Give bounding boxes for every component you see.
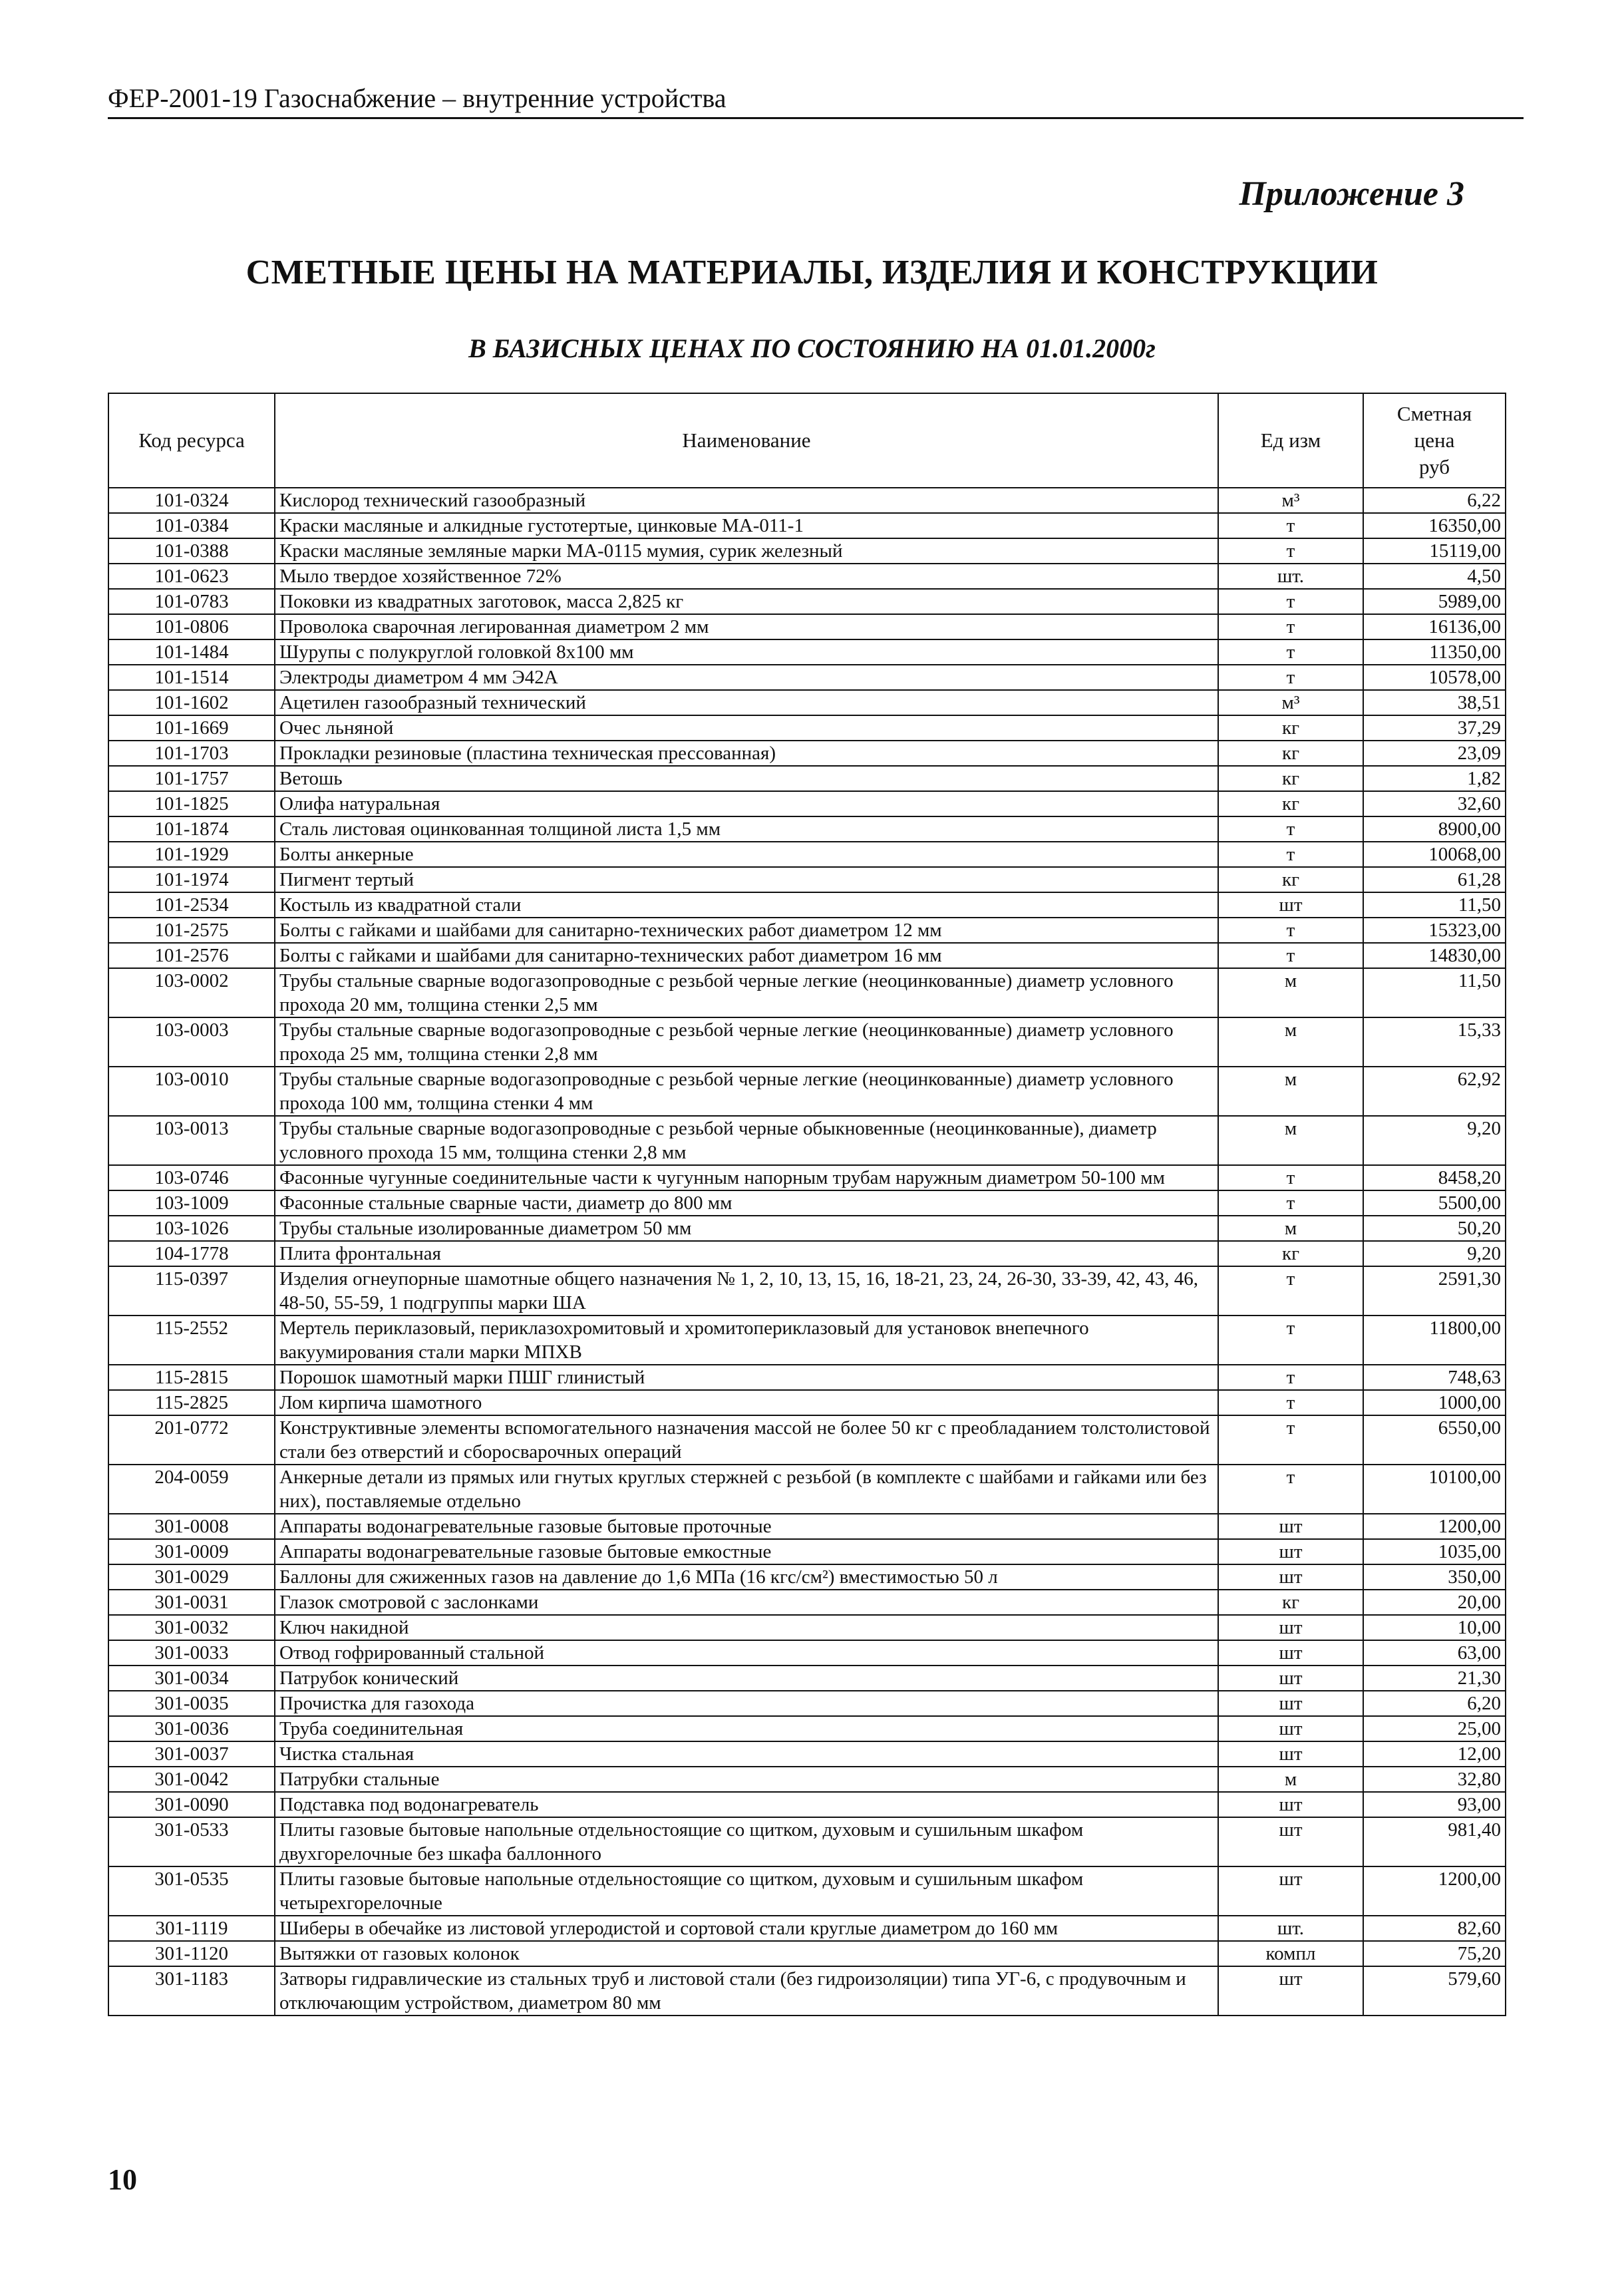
- cell-code: 103-1026: [108, 1216, 275, 1241]
- table-row: [108, 766, 1506, 791]
- cell-unit: т: [1218, 1365, 1363, 1390]
- cell-price: 16136,00: [1363, 614, 1506, 639]
- cell-name: Краски масляные и алкидные густотертые, цинковые МА-011-1: [275, 513, 1218, 538]
- cell-price: 61,28: [1363, 867, 1506, 892]
- cell-name: Трубы стальные сварные водогазопроводные с резьбой черные легкие (неоцинкованные) диаметр условного прохода 20 мм, толщина стенки 2,5 мм: [275, 968, 1218, 1017]
- cell-price: 5500,00: [1363, 1190, 1506, 1216]
- table-row: [108, 1817, 1506, 1866]
- table-row: [108, 1365, 1506, 1390]
- cell-unit: шт: [1218, 1716, 1363, 1741]
- cell-price: 579,60: [1363, 1966, 1506, 2016]
- cell-unit: кг: [1218, 867, 1363, 892]
- cell-unit: шт: [1218, 1966, 1363, 2016]
- table-row: [108, 1640, 1506, 1666]
- cell-name: Порошок шамотный марки ПШГ глинистый: [275, 1365, 1218, 1390]
- table-row: [108, 1465, 1506, 1514]
- cell-code: 301-0035: [108, 1691, 275, 1716]
- cell-code: 101-1929: [108, 842, 275, 867]
- table-row: [108, 488, 1506, 513]
- cell-name: Болты анкерные: [275, 842, 1218, 867]
- cell-price: 75,20: [1363, 1941, 1506, 1966]
- cell-name: Глазок смотровой с заслонками: [275, 1590, 1218, 1615]
- cell-name: Конструктивные элементы вспомогательного назначения массой не более 50 кг с преобладанием толстолистовой стали без отверстий и сборосварочных операций: [275, 1415, 1218, 1465]
- cell-unit: т: [1218, 1390, 1363, 1415]
- cell-name: Мыло твердое хозяйственное 72%: [275, 564, 1218, 589]
- cell-price: 11,50: [1363, 968, 1506, 1017]
- cell-name: Лом кирпича шамотного: [275, 1390, 1218, 1415]
- cell-unit: компл: [1218, 1941, 1363, 1966]
- cell-name: Подставка под водонагреватель: [275, 1792, 1218, 1817]
- cell-unit: т: [1218, 513, 1363, 538]
- page-number: 10: [108, 2163, 137, 2196]
- cell-unit: шт: [1218, 1539, 1363, 1564]
- cell-unit: кг: [1218, 715, 1363, 741]
- table-body: [108, 488, 1506, 2016]
- cell-name: Аппараты водонагревательные газовые бытовые емкостные: [275, 1539, 1218, 1564]
- table-row: [108, 1767, 1506, 1792]
- cell-name: Очес льняной: [275, 715, 1218, 741]
- cell-code: 101-0324: [108, 488, 275, 513]
- table-row: [108, 1165, 1506, 1190]
- cell-code: 301-0036: [108, 1716, 275, 1741]
- table-row: [108, 968, 1506, 1017]
- cell-code: 101-0623: [108, 564, 275, 589]
- cell-price: 93,00: [1363, 1792, 1506, 1817]
- table-row: [108, 943, 1506, 968]
- column-header-price-line1: Сметная: [1396, 402, 1472, 425]
- cell-code: 301-0034: [108, 1666, 275, 1691]
- cell-name: Затворы гидравлические из стальных труб и листовой стали (без гидроизоляции) типа УГ-6, с продувочным и отключающим устройством, диаметром 80 мм: [275, 1966, 1218, 2016]
- cell-unit: шт: [1218, 1564, 1363, 1590]
- cell-code: 101-0388: [108, 538, 275, 564]
- cell-price: 15119,00: [1363, 538, 1506, 564]
- cell-code: 103-1009: [108, 1190, 275, 1216]
- cell-name: Ветошь: [275, 766, 1218, 791]
- table-row: [108, 1741, 1506, 1767]
- cell-unit: м: [1218, 1067, 1363, 1116]
- page-title: СМЕТНЫЕ ЦЕНЫ НА МАТЕРИАЛЫ, ИЗДЕЛИЯ И КОНСТРУКЦИИ: [245, 254, 1379, 291]
- cell-price: 1035,00: [1363, 1539, 1506, 1564]
- table-row: [108, 690, 1506, 715]
- table-row: [108, 538, 1506, 564]
- cell-price: 14830,00: [1363, 943, 1506, 968]
- cell-name: Фасонные стальные сварные части, диаметр до 800 мм: [275, 1190, 1218, 1216]
- table-row: [108, 614, 1506, 639]
- cell-unit: шт: [1218, 1866, 1363, 1916]
- table-row: [108, 589, 1506, 614]
- cell-code: 115-2552: [108, 1316, 275, 1365]
- cell-code: 301-0009: [108, 1539, 275, 1564]
- table-row: [108, 1792, 1506, 1817]
- cell-name: Костыль из квадратной стали: [275, 892, 1218, 918]
- cell-unit: м: [1218, 1116, 1363, 1165]
- cell-price: 8900,00: [1363, 816, 1506, 842]
- cell-unit: м³: [1218, 690, 1363, 715]
- cell-unit: т: [1218, 1415, 1363, 1465]
- cell-price: 981,40: [1363, 1817, 1506, 1866]
- cell-unit: шт: [1218, 1691, 1363, 1716]
- cell-code: 301-1183: [108, 1966, 275, 2016]
- cell-price: 25,00: [1363, 1716, 1506, 1741]
- cell-name: Плита фронтальная: [275, 1241, 1218, 1266]
- table-row: [108, 1716, 1506, 1741]
- cell-unit: м³: [1218, 488, 1363, 513]
- table-row: [108, 867, 1506, 892]
- cell-name: Патрубок конический: [275, 1666, 1218, 1691]
- cell-code: 101-2575: [108, 918, 275, 943]
- cell-name: Плиты газовые бытовые напольные отдельностоящие со щитком, духовым и сушильным шкафом двухгорелочные без шкафа баллонного: [275, 1817, 1218, 1866]
- cell-unit: шт: [1218, 1741, 1363, 1767]
- cell-price: 2591,30: [1363, 1266, 1506, 1316]
- cell-unit: шт.: [1218, 1916, 1363, 1941]
- cell-name: Трубы стальные изолированные диаметром 50 мм: [275, 1216, 1218, 1241]
- cell-unit: кг: [1218, 1241, 1363, 1266]
- table-row: [108, 513, 1506, 538]
- cell-code: 104-1778: [108, 1241, 275, 1266]
- cell-unit: м: [1218, 1017, 1363, 1067]
- cell-name: Мертель периклазовый, периклазохромитовый и хромитопериклазовый для установок внепечного вакуумирования стали марки МПХВ: [275, 1316, 1218, 1365]
- cell-name: Олифа натуральная: [275, 791, 1218, 816]
- column-header-price-line3: руб: [1419, 455, 1450, 478]
- cell-price: 1200,00: [1363, 1514, 1506, 1539]
- cell-name: Сталь листовая оцинкованная толщиной листа 1,5 мм: [275, 816, 1218, 842]
- cell-unit: кг: [1218, 766, 1363, 791]
- cell-name: Трубы стальные сварные водогазопроводные с резьбой черные обыкновенные (неоцинкованные), диаметр условного прохода 15 мм, толщина стенки 2,8 мм: [275, 1116, 1218, 1165]
- cell-unit: т: [1218, 1465, 1363, 1514]
- cell-price: 11,50: [1363, 892, 1506, 918]
- cell-name: Электроды диаметром 4 мм Э42А: [275, 665, 1218, 690]
- cell-name: Плиты газовые бытовые напольные отдельностоящие со щитком, духовым и сушильным шкафом четырехгорелочные: [275, 1866, 1218, 1916]
- cell-name: Проволока сварочная легированная диаметром 2 мм: [275, 614, 1218, 639]
- cell-price: 6,22: [1363, 488, 1506, 513]
- cell-name: Трубы стальные сварные водогазопроводные с резьбой черные легкие (неоцинкованные) диаметр условного прохода 25 мм, толщина стенки 2,8 мм: [275, 1017, 1218, 1067]
- cell-code: 301-1120: [108, 1941, 275, 1966]
- cell-code: 101-1514: [108, 665, 275, 690]
- cell-code: 301-0042: [108, 1767, 275, 1792]
- cell-name: Анкерные детали из прямых или гнутых круглых стержней с резьбой (в комплекте с шайбами и гайками или без них), поставляемые отдельно: [275, 1465, 1218, 1514]
- cell-price: 8458,20: [1363, 1165, 1506, 1190]
- column-header-name: Наименование: [275, 393, 1218, 488]
- cell-price: 6,20: [1363, 1691, 1506, 1716]
- cell-unit: т: [1218, 589, 1363, 614]
- cell-name: Прочистка для газохода: [275, 1691, 1218, 1716]
- cell-unit: м: [1218, 968, 1363, 1017]
- cell-price: 10068,00: [1363, 842, 1506, 867]
- cell-price: 12,00: [1363, 1741, 1506, 1767]
- table-row: [108, 1539, 1506, 1564]
- table-row: [108, 741, 1506, 766]
- cell-unit: шт: [1218, 1640, 1363, 1666]
- cell-unit: кг: [1218, 1590, 1363, 1615]
- cell-unit: т: [1218, 538, 1363, 564]
- cell-price: 16350,00: [1363, 513, 1506, 538]
- cell-name: Патрубки стальные: [275, 1767, 1218, 1792]
- table-row: [108, 791, 1506, 816]
- cell-unit: т: [1218, 1165, 1363, 1190]
- cell-name: Трубы стальные сварные водогазопроводные с резьбой черные легкие (неоцинкованные) диаметр условного прохода 100 мм, толщина стенки 4 мм: [275, 1067, 1218, 1116]
- cell-code: 301-0008: [108, 1514, 275, 1539]
- cell-code: 101-2534: [108, 892, 275, 918]
- cell-name: Труба соединительная: [275, 1716, 1218, 1741]
- table-row: [108, 1916, 1506, 1941]
- cell-unit: шт: [1218, 1666, 1363, 1691]
- cell-code: 101-1974: [108, 867, 275, 892]
- cell-unit: кг: [1218, 741, 1363, 766]
- column-header-code: Код ресурса: [108, 393, 275, 488]
- table-row: [108, 1564, 1506, 1590]
- cell-price: 23,09: [1363, 741, 1506, 766]
- cell-unit: т: [1218, 918, 1363, 943]
- cell-code: 101-1874: [108, 816, 275, 842]
- cell-unit: шт: [1218, 892, 1363, 918]
- cell-unit: шт: [1218, 1817, 1363, 1866]
- table-row: [108, 1241, 1506, 1266]
- table-row: [108, 1866, 1506, 1916]
- cell-price: 1,82: [1363, 766, 1506, 791]
- cell-price: 748,63: [1363, 1365, 1506, 1390]
- table-row: [108, 715, 1506, 741]
- cell-price: 4,50: [1363, 564, 1506, 589]
- cell-name: Ключ накидной: [275, 1615, 1218, 1640]
- table-row: [108, 1017, 1506, 1067]
- cell-name: Шурупы с полукруглой головкой 8х100 мм: [275, 639, 1218, 665]
- cell-code: 103-0002: [108, 968, 275, 1017]
- cell-unit: т: [1218, 665, 1363, 690]
- cell-price: 9,20: [1363, 1241, 1506, 1266]
- cell-code: 101-1703: [108, 741, 275, 766]
- cell-unit: т: [1218, 1316, 1363, 1365]
- cell-code: 115-2825: [108, 1390, 275, 1415]
- table-row: [108, 1415, 1506, 1465]
- cell-code: 115-0397: [108, 1266, 275, 1316]
- cell-unit: шт: [1218, 1514, 1363, 1539]
- table-row: [108, 1390, 1506, 1415]
- table-row: [108, 665, 1506, 690]
- table-row: [108, 1666, 1506, 1691]
- cell-name: Шиберы в обечайке из листовой углеродистой и сортовой стали круглые диаметром до 160 мм: [275, 1916, 1218, 1941]
- cell-name: Поковки из квадратных заготовок, масса 2,825 кг: [275, 589, 1218, 614]
- cell-code: 101-0783: [108, 589, 275, 614]
- cell-price: 11800,00: [1363, 1316, 1506, 1365]
- table-row: [108, 1266, 1506, 1316]
- cell-name: Аппараты водонагревательные газовые бытовые проточные: [275, 1514, 1218, 1539]
- cell-code: 101-1757: [108, 766, 275, 791]
- cell-name: Изделия огнеупорные шамотные общего назначения № 1, 2, 10, 13, 15, 16, 18-21, 23, 24, 26-30, 33-39, 42, 43, 46, 48-50, 55-59, 1 подгруппы марки ША: [275, 1266, 1218, 1316]
- cell-name: Фасонные чугунные соединительные части к чугунным напорным трубам наружным диаметром 50-100 мм: [275, 1165, 1218, 1190]
- cell-unit: т: [1218, 639, 1363, 665]
- cell-price: 62,92: [1363, 1067, 1506, 1116]
- cell-code: 301-0535: [108, 1866, 275, 1916]
- cell-code: 301-0090: [108, 1792, 275, 1817]
- table-row: [108, 1691, 1506, 1716]
- table-row: [108, 1590, 1506, 1615]
- cell-price: 82,60: [1363, 1916, 1506, 1941]
- cell-code: 204-0059: [108, 1465, 275, 1514]
- cell-unit: шт: [1218, 1615, 1363, 1640]
- cell-price: 50,20: [1363, 1216, 1506, 1241]
- cell-code: 101-0384: [108, 513, 275, 538]
- price-table: [108, 393, 1506, 2016]
- cell-name: Пигмент тертый: [275, 867, 1218, 892]
- cell-code: 301-0032: [108, 1615, 275, 1640]
- cell-code: 301-0029: [108, 1564, 275, 1590]
- cell-name: Ацетилен газообразный технический: [275, 690, 1218, 715]
- cell-code: 101-1825: [108, 791, 275, 816]
- column-header-unit: Ед изм: [1218, 393, 1363, 488]
- page-subtitle: В БАЗИСНЫХ ЦЕНАХ ПО СОСТОЯНИЮ НА 01.01.2000г: [468, 333, 1156, 363]
- cell-code: 115-2815: [108, 1365, 275, 1390]
- cell-price: 32,80: [1363, 1767, 1506, 1792]
- cell-price: 5989,00: [1363, 589, 1506, 614]
- cell-name: Чистка стальная: [275, 1741, 1218, 1767]
- cell-price: 15,33: [1363, 1017, 1506, 1067]
- cell-price: 11350,00: [1363, 639, 1506, 665]
- cell-code: 101-2576: [108, 943, 275, 968]
- table-header-row: [108, 393, 1506, 488]
- cell-price: 20,00: [1363, 1590, 1506, 1615]
- cell-unit: т: [1218, 614, 1363, 639]
- cell-code: 103-0746: [108, 1165, 275, 1190]
- table-row: [108, 564, 1506, 589]
- cell-unit: т: [1218, 1190, 1363, 1216]
- cell-price: 38,51: [1363, 690, 1506, 715]
- table-row: [108, 1966, 1506, 2016]
- table-row: [108, 1116, 1506, 1165]
- cell-unit: шт: [1218, 1792, 1363, 1817]
- cell-code: 301-0533: [108, 1817, 275, 1866]
- cell-code: 103-0013: [108, 1116, 275, 1165]
- cell-unit: кг: [1218, 791, 1363, 816]
- table-row: [108, 1941, 1506, 1966]
- cell-code: 103-0010: [108, 1067, 275, 1116]
- appendix-label: Приложение 3: [1239, 175, 1464, 213]
- cell-unit: т: [1218, 842, 1363, 867]
- cell-price: 63,00: [1363, 1640, 1506, 1666]
- table-row: [108, 1067, 1506, 1116]
- cell-price: 37,29: [1363, 715, 1506, 741]
- cell-name: Краски масляные земляные марки МА-0115 мумия, сурик железный: [275, 538, 1218, 564]
- cell-unit: шт.: [1218, 564, 1363, 589]
- cell-price: 1000,00: [1363, 1390, 1506, 1415]
- cell-price: 1200,00: [1363, 1866, 1506, 1916]
- table-row: [108, 1216, 1506, 1241]
- cell-unit: м: [1218, 1767, 1363, 1792]
- cell-name: Отвод гофрированный стальной: [275, 1640, 1218, 1666]
- cell-code: 101-1602: [108, 690, 275, 715]
- cell-price: 21,30: [1363, 1666, 1506, 1691]
- cell-code: 201-0772: [108, 1415, 275, 1465]
- cell-price: 10578,00: [1363, 665, 1506, 690]
- table-row: [108, 1190, 1506, 1216]
- cell-unit: т: [1218, 943, 1363, 968]
- cell-name: Прокладки резиновые (пластина техническая прессованная): [275, 741, 1218, 766]
- cell-price: 350,00: [1363, 1564, 1506, 1590]
- column-header-price: [1363, 393, 1506, 488]
- running-header: ФЕР-2001-19 Газоснабжение – внутренние устройства: [108, 81, 1524, 119]
- column-header-price-line2: цена: [1414, 429, 1455, 452]
- table-row: [108, 1316, 1506, 1365]
- table-row: [108, 1615, 1506, 1640]
- cell-price: 10100,00: [1363, 1465, 1506, 1514]
- table-row: [108, 639, 1506, 665]
- cell-price: 9,20: [1363, 1116, 1506, 1165]
- cell-unit: т: [1218, 1266, 1363, 1316]
- cell-name: Болты с гайками и шайбами для санитарно-технических работ диаметром 12 мм: [275, 918, 1218, 943]
- cell-name: Вытяжки от газовых колонок: [275, 1941, 1218, 1966]
- table-row: [108, 816, 1506, 842]
- cell-code: 301-0037: [108, 1741, 275, 1767]
- cell-price: 15323,00: [1363, 918, 1506, 943]
- cell-name: Баллоны для сжиженных газов на давление до 1,6 МПа (16 кгс/см²) вместимостью 50 л: [275, 1564, 1218, 1590]
- table-row: [108, 1514, 1506, 1539]
- cell-name: Болты с гайками и шайбами для санитарно-технических работ диаметром 16 мм: [275, 943, 1218, 968]
- cell-unit: т: [1218, 816, 1363, 842]
- cell-price: 10,00: [1363, 1615, 1506, 1640]
- cell-code: 301-1119: [108, 1916, 275, 1941]
- cell-code: 103-0003: [108, 1017, 275, 1067]
- cell-unit: м: [1218, 1216, 1363, 1241]
- cell-code: 101-0806: [108, 614, 275, 639]
- cell-code: 101-1484: [108, 639, 275, 665]
- table-row: [108, 842, 1506, 867]
- cell-name: Кислород технический газообразный: [275, 488, 1218, 513]
- table-row: [108, 918, 1506, 943]
- table-row: [108, 892, 1506, 918]
- cell-price: 6550,00: [1363, 1415, 1506, 1465]
- cell-code: 301-0033: [108, 1640, 275, 1666]
- cell-price: 32,60: [1363, 791, 1506, 816]
- cell-code: 101-1669: [108, 715, 275, 741]
- cell-code: 301-0031: [108, 1590, 275, 1615]
